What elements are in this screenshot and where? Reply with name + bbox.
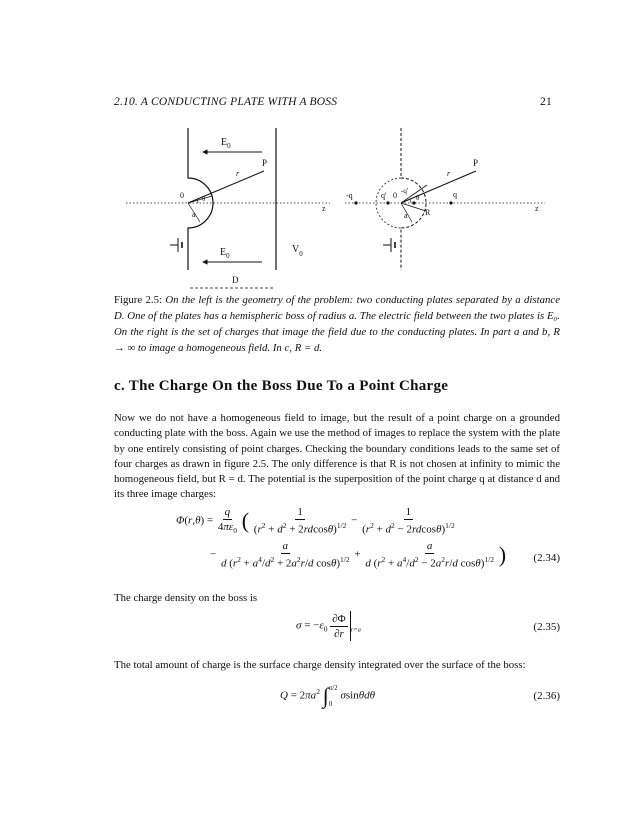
section-heading: c. The Charge On the Boss Due To a Point Charge [114,378,449,394]
big-r-label: R [425,208,431,217]
origin-label-left: 0 [180,191,184,200]
battery-icon-right [383,238,395,252]
left-diagram [126,128,330,288]
theta-label-left: θ [202,195,206,203]
a-label-left: a [192,210,196,219]
theta-arc-right [410,199,411,203]
running-header: 2.10. A CONDUCTING PLATE WITH A BOSS [114,96,338,108]
paragraph-charge-density: The charge density on the boss is [114,592,258,604]
q-label: q [453,190,457,199]
right-diagram [345,128,545,270]
equation-number-2-34: (2.34) [533,552,560,564]
charge-q [449,201,452,204]
r-line-left [188,171,264,203]
charge-q-prime [386,201,389,204]
v0-label: $V_0$ [292,244,303,258]
caption-text: On the left is the geometry of the problem: two conducting plates separated by a distance D. One of the plates has a hemispheric boss of radius a. The electric field between the two plates is E₀. On the right is the set of charges that image the field due to the conducting plates. In part a and b, R → ∞ to image a homogeneous field. In c, R = d. [114,294,560,354]
battery-icon [170,238,182,252]
e0-top-label: $E_0$ [221,137,231,150]
caption-label: Figure 2.5: [114,294,162,306]
origin-label-right: 0 [393,191,397,200]
paragraph-intro: Now we do not have a homogeneous field to image, but the result of a point charge on a grounded conducting plate with the boss. Again we use the method of images to replace the system with the plate by one entirely consisting of point charges. Checking the boundary conditions leads to the same set of four charges as drawn in figure 2.5. The only difference is that R is not chosen at infinity to mimic the homogeneous field, but R = d. The potential is the superposition of the point charge q at distance d and its three image charges: [114,412,560,501]
p-label-right: P [473,158,479,168]
equation-2-36: $Q = 2\pi a^2$ ∫ π/2 0 σsinθdθ [280,683,376,708]
figure-caption [114,292,560,356]
r-line-right [401,171,476,203]
neg-q-label: -q [346,191,353,200]
equation-number-2-36: (2.36) [533,690,560,702]
p-label-left: P [262,158,268,168]
z-label-right: z [535,204,539,213]
z-label-left: z [322,204,326,213]
r-label-right: r [447,169,451,178]
a-label-right: a [404,211,408,220]
equation-number-2-35: (2.35) [533,621,560,633]
q-prime-label: q' [381,191,387,200]
neg-q-prime-label: -q' [401,187,409,195]
figure-2-5 [0,0,638,300]
equation-2-34-line1: Φ(r,θ) = $\frac{q}{4\pi\varepsilon_0}$ ( $\frac{1}{(r^2 + d^2 + 2rdcos\theta)^{1/2}}$ − $\frac{1}{(r^2 + d^2 - 2rdcos\theta)^{1/2}}$ [176,506,455,536]
charge-neg-q [354,201,357,204]
r-label-left: r [236,169,240,178]
equation-2-35: $\sigma = -\varepsilon_0$ $\frac{\partial\Phi}{\partial r}$ $_{r=a}$ [296,612,361,640]
page-number: 21 [540,96,552,108]
theta-arc-left [197,199,198,203]
image-plate-dashed [401,128,426,270]
d-label: D [232,275,239,285]
theta-label-right: θ [416,194,420,202]
e0-bottom-label: $E_0$ [220,247,230,260]
paragraph-total-charge: The total amount of charge is the surface charge density integrated over the surface of the boss: [114,659,526,671]
equation-2-34-line2: − $\frac{a}{d (r^2 + a^4/d^2 + 2a^2r/d \cos\theta)^{1/2}}$ + $\frac{a}{d (r^2 + a^4/d^2 - 2a^2r/d \cos\theta)^{1/2}}$ ) [210,540,507,570]
